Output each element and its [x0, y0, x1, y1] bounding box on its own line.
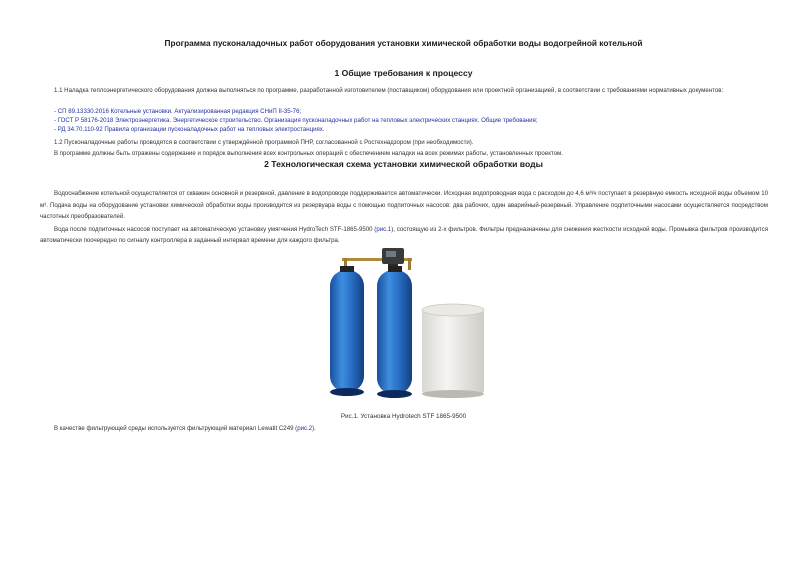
section-2-heading: 2 Технологическая схема установки химической обработки воды	[264, 159, 543, 169]
figure-1-caption: Рис.1. Установка Hydrotech STF 1865-9500	[340, 413, 467, 420]
section-1-paragraph-3: В программе должны быть отражены содержание и порядок выполнения всех контрольных операций с обеспечением наладки на всех режимах работы, установленных проектом.	[54, 150, 563, 157]
section-1-heading: 1 Общие требования к процессу	[334, 68, 473, 78]
reference-link-rd[interactable]: - РД 34.70.110-92 Правила организации пусконаладочных работ на тепловых электростанциях.	[54, 126, 325, 133]
filter-tank-left	[330, 266, 364, 396]
paragraph-text: ), состоящую из 2-х фильтров. Фильтры предназначены для снижения жесткости исходной воды. Промывка фильтров производится автоматически поочередно по сигналу контроллера в заданный интервал времени для каждого фильтра.	[40, 226, 768, 244]
section-1-paragraph-2: 1.2 Пусконаладочные работы проводятся в соответствии с утверждённой программой ПНР, согласованной с Ростехнадзором (при необходимости).	[54, 139, 474, 146]
paragraph-text: ).	[312, 425, 316, 432]
filter-tank-right	[377, 266, 412, 398]
figure-1-link[interactable]: рис.1	[376, 226, 392, 233]
section-2-paragraph-1: Водоснабжение котельной осуществляется от скважин основной и резервной, давление в водопроводе поддерживается автоматически. Исходная водопроводная вода с расходом до 4,6 м³/ч поступает в резервную емкость исходной воды объемом 10 м³. Подача воды на оборудование установки химической обработки воды производится из резервуара воды с помощью подпиточных насосов: два рабочих, один аварийный-резервный. Управление подпиточными насосами осуществляется посредством частотных преобразователей.	[40, 190, 768, 220]
reference-link-gost[interactable]: - ГОСТ Р 58176-2018 Электроэнергетика. Энергетическое строительство. Организация пусконаладочных работ на тепловых электрических станциях. Общие требования;	[54, 117, 538, 124]
paragraph-text: В качестве фильтрующей среды используется фильтрующий материал Lewatit C249 (	[54, 425, 298, 432]
figure-2-link[interactable]: рис.2	[297, 425, 313, 432]
document-title: Программа пусконаладочных работ оборудования установки химической обработки воды водогрейной котельной	[164, 38, 643, 48]
brine-tank	[422, 304, 484, 398]
section-2-paragraph-3	[54, 425, 316, 432]
softener-photo	[300, 240, 510, 410]
reference-link-sp[interactable]: - СП 89.13330.2016 Котельные установки. Актуализированная редакция СНиП II-35-76;	[54, 108, 302, 115]
paragraph-text: Вода после подпиточных насосов поступает на автоматическую установку умягчения HydroTech STF-1865-9500 (	[54, 226, 377, 233]
softener-illustration	[300, 240, 510, 410]
section-1-intro: 1.1 Наладка теплоэнергетического оборудования должна выполняться по программе, разработанной изготовителем (поставщиком) оборудования или проектной организацией, в соответствии с требованиями нормативных документов:	[54, 87, 724, 94]
